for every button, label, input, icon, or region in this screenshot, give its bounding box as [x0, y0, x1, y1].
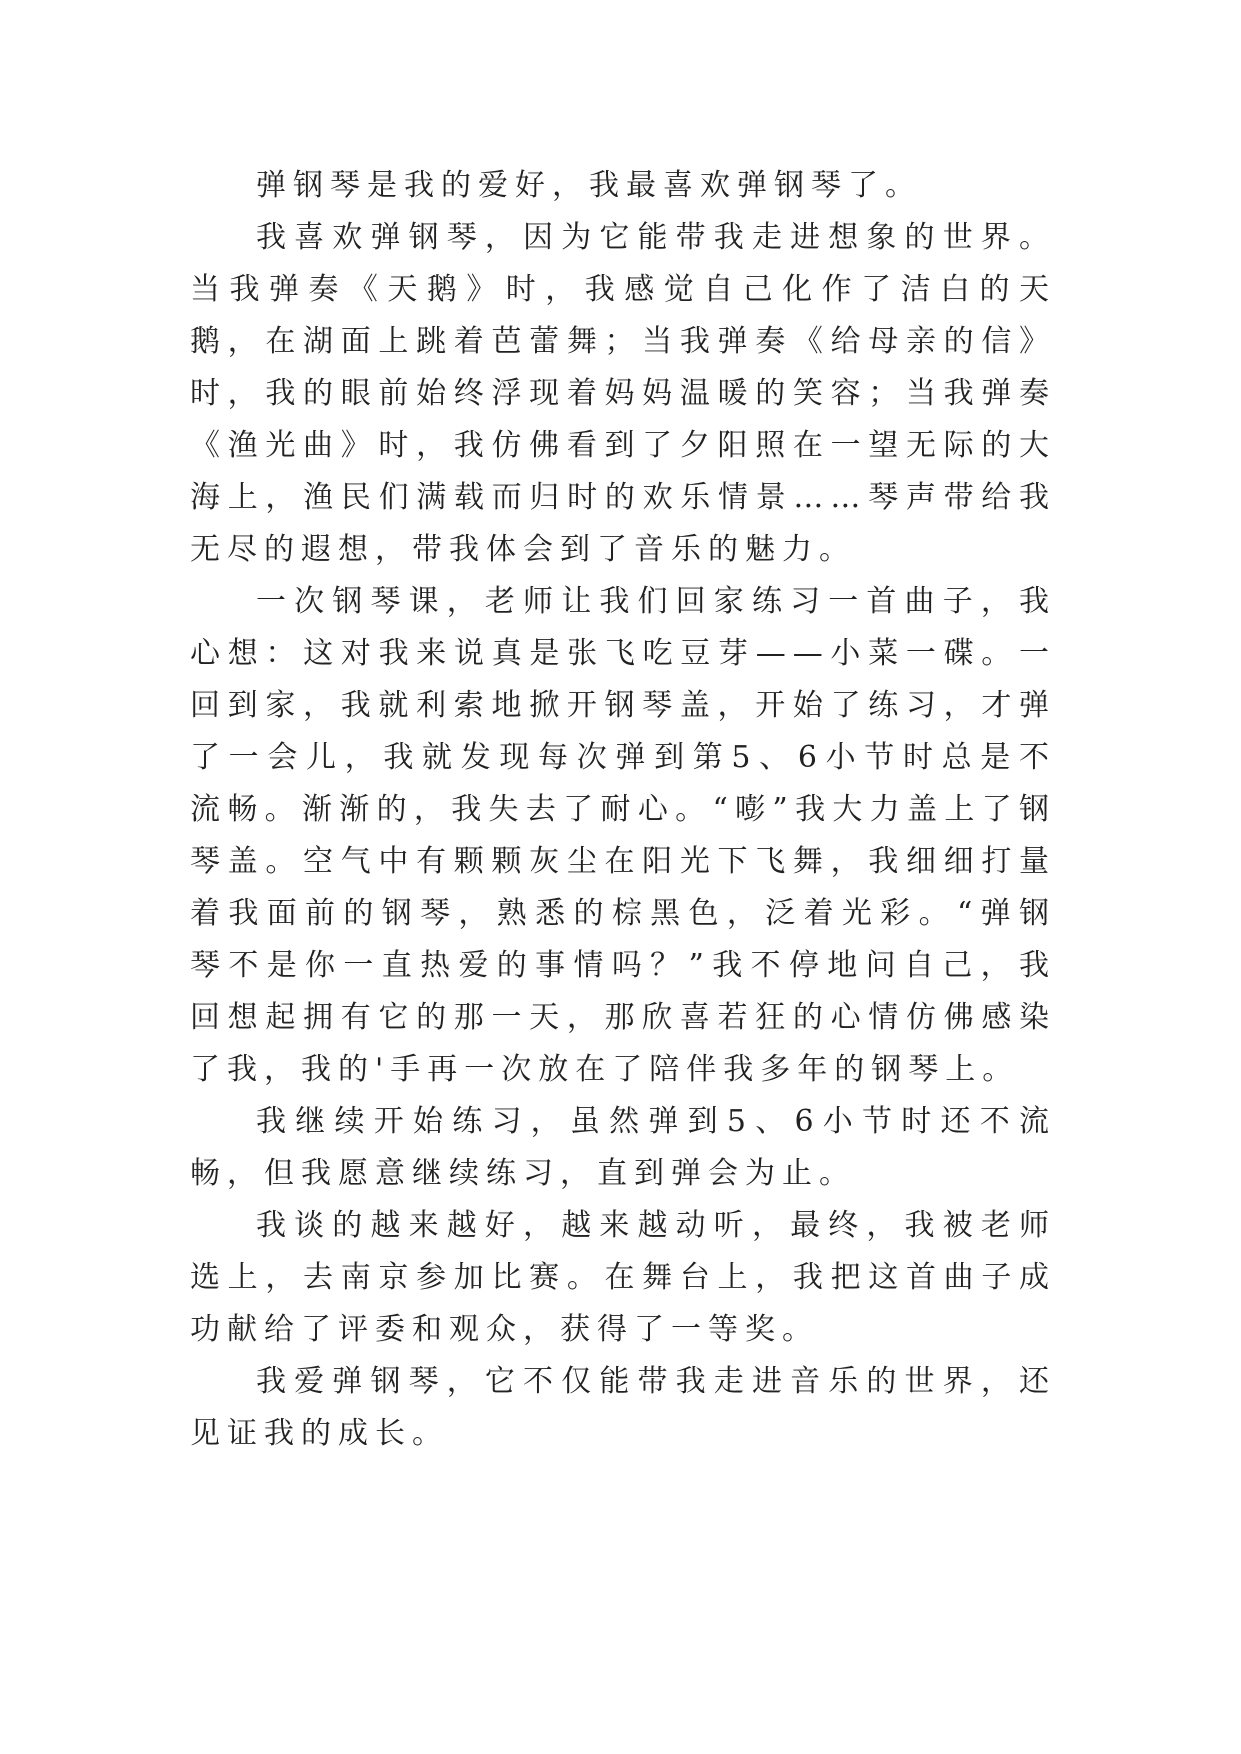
paragraph-3: 一次钢琴课，老师让我们回家练习一首曲子，我心想：这对我来说真是张飞吃豆芽——小菜一碟。一回到家，我就利索地掀开钢琴盖，开始了练习，才弹了一会儿，我就发现每次弹到第5、6小节时总是不流畅。渐渐的，我失去了耐心。“嘭”我大力盖上了钢琴盖。空气中有颗颗灰尘在阳光下飞舞，我细细打量着我面前的钢琴，熟悉的棕黑色，泛着光彩。“弹钢琴不是你一直热爱的事情吗？”我不停地问自己，我回想起拥有它的那一天，那欣喜若狂的心情仿佛感染了我，我的'手再一次放在了陪伴我多年的钢琴上。 — [190, 584, 1056, 1087]
paragraph-5: 我谈的越来越好，越来越动听，最终，我被老师选上，去南京参加比赛。在舞台上，我把这首曲子成功献给了评委和观众，获得了一等奖。 — [190, 1208, 1056, 1347]
paragraph-2: 我喜欢弹钢琴，因为它能带我走进想象的世界。当我弹奏《天鹅》时，我感觉自己化作了洁白的天鹅，在湖面上跳着芭蕾舞；当我弹奏《给母亲的信》时，我的眼前始终浮现着妈妈温暖的笑容；当我弹奏《渔光曲》时，我仿佛看到了夕阳照在一望无际的大海上，渔民们满载而归时的欢乐情景……琴声带给我无尽的遐想，带我体会到了音乐的魅力。 — [190, 220, 1056, 567]
paragraph-4: 我继续开始练习，虽然弹到5、6小节时还不流畅，但我愿意继续练习，直到弹会为止。 — [190, 1104, 1056, 1191]
paragraph-1: 弹钢琴是我的爱好，我最喜欢弹钢琴了。 — [256, 168, 922, 203]
paragraph-6: 我爱弹钢琴，它不仅能带我走进音乐的世界，还见证我的成长。 — [190, 1364, 1056, 1451]
essay-body — [190, 160, 1056, 1460]
